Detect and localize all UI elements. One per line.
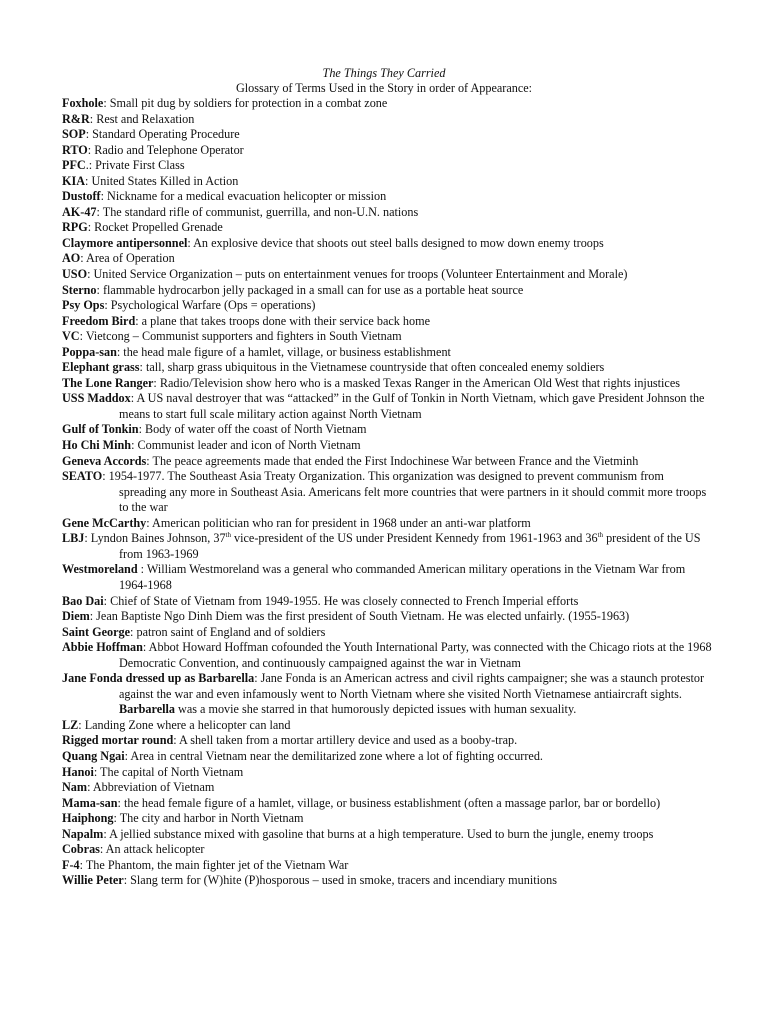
glossary-entry — [62, 733, 712, 749]
glossary-entry — [62, 174, 712, 190]
glossary-entry — [62, 609, 712, 625]
glossary-entry — [62, 765, 712, 781]
glossary-entry — [62, 625, 712, 641]
document-title: The Things They Carried — [322, 66, 446, 80]
glossary-entry — [62, 827, 712, 843]
glossary-definition: : the head female figure of a hamlet, village, or business establishment (often a massage parlor, bar or bordello) — [117, 795, 661, 810]
glossary-definition: : Landing Zone where a helicopter can land — [78, 717, 291, 732]
glossary-term: AO — [62, 251, 81, 266]
glossary-entry — [62, 376, 712, 392]
glossary-definition: : a plane that takes troops done with their service back home — [135, 313, 431, 328]
glossary-entry — [62, 531, 712, 562]
glossary-term: Freedom Bird — [62, 313, 136, 328]
glossary-term: Geneva Accords — [62, 453, 147, 468]
glossary-definition: : A shell taken from a mortar artillery device and used as a booby-trap. — [173, 733, 518, 748]
glossary-entry — [62, 345, 712, 361]
glossary-term: Poppa-san — [62, 344, 117, 359]
glossary-term: Westmoreland — [62, 562, 138, 577]
glossary-term: PFC — [62, 158, 86, 173]
glossary-term: The Lone Ranger — [62, 375, 154, 390]
glossary-entry — [62, 780, 712, 796]
glossary-entry — [62, 422, 712, 438]
glossary-term: Diem — [62, 609, 90, 624]
glossary-entry — [62, 158, 712, 174]
glossary-definition-cont: president of the US from 1963-1969 — [119, 531, 701, 561]
glossary-definition: : Area in central Vietnam near the demilitarized zone where a lot of fighting occurred. — [124, 748, 543, 763]
glossary-definition: : The city and harbor in North Vietnam — [113, 811, 304, 826]
glossary-entry — [62, 205, 712, 221]
glossary-term: RPG — [62, 220, 88, 235]
glossary-definition: : An attack helicopter — [99, 842, 205, 857]
glossary-term: Gulf of Tonkin — [62, 422, 139, 437]
glossary-entry — [62, 858, 712, 874]
glossary-definition: .: Private First Class — [85, 158, 185, 173]
glossary-definition: : United States Killed in Action — [85, 173, 239, 188]
glossary-term: SOP — [62, 127, 86, 142]
glossary-term: USS Maddox — [62, 391, 131, 406]
glossary-entry — [62, 189, 712, 205]
glossary-entry — [62, 220, 712, 236]
glossary-term: Abbie Hoffman — [62, 640, 143, 655]
glossary-definition: : A US naval destroyer that was “attacked” in the Gulf of Tonkin in North Vietnam, which gave President Johnson the means to start full scale military action against North Vietnam — [119, 391, 705, 421]
glossary-entry — [62, 811, 712, 827]
glossary-definition: : United Service Organization – puts on entertainment venues for troops (Volunteer Entertainment and Morale) — [87, 267, 628, 282]
glossary-definition: : A jellied substance mixed with gasoline that burns at a high temperature. Used to burn the jungle, enemy troops — [103, 826, 654, 841]
glossary-definition: : tall, sharp grass ubiquitous in the Vietnamese countryside that often concealed enemy soldiers — [139, 360, 605, 375]
glossary-definition: : Vietcong – Communist supporters and fighters in South Vietnam — [79, 329, 402, 344]
glossary-definition: : The peace agreements made that ended the First Indochinese War between France and the Vietminh — [146, 453, 639, 468]
glossary-term-inline: Barbarella — [119, 702, 175, 717]
glossary-term: Bao Dai — [62, 593, 104, 608]
glossary-definition: : Radio/Television show hero who is a masked Texas Ranger in the American Old West that rights injustices — [153, 375, 680, 390]
glossary-term: Nam — [62, 780, 88, 795]
glossary-definition: : American politician who ran for president in 1968 under an anti-war platform — [146, 515, 531, 530]
glossary-definition: : Rest and Relaxation — [89, 111, 195, 126]
glossary-term: Quang Ngai — [62, 748, 125, 763]
glossary-term: Hanoi — [62, 764, 94, 779]
glossary-definition: : The standard rifle of communist, guerrilla, and non-U.N. nations — [96, 204, 419, 219]
glossary-term: Jane Fonda dressed up as Barbarella — [62, 671, 255, 686]
ordinal-suffix: th — [597, 531, 604, 540]
glossary-term: Elephant grass — [62, 360, 140, 375]
glossary-definition: : patron saint of England and of soldiers — [130, 624, 326, 639]
glossary-entry — [62, 454, 712, 470]
glossary-term: Ho Chi Minh — [62, 438, 132, 453]
glossary-definition: : Slang term for (W)hite (P)hosporous – used in smoke, tracers and incendiary munitions — [123, 873, 557, 888]
glossary-term: LZ — [62, 717, 79, 732]
glossary-definition: : Jane Fonda is an American actress and civil rights campaigner; she was a staunch protestor against the war and even infamously went to North Vietnam where she visited North Vietnamese antiaircraft sights. — [119, 671, 705, 701]
glossary-term: R&R — [62, 111, 90, 126]
glossary-definition: : Jean Baptiste Ngo Dinh Diem was the first president of South Vietnam. He was elected unfairly. (1955-1963) — [89, 609, 630, 624]
glossary-definition: : William Westmoreland was a general who commanded American military operations in the Vietnam War from 1964-1968 — [119, 562, 686, 592]
glossary-definition: : Lyndon Baines Johnson, 37 — [84, 531, 226, 546]
glossary-term: Claymore antipersonnel — [62, 235, 188, 250]
glossary-term: Foxhole — [62, 96, 104, 110]
glossary-definition: : Psychological Warfare (Ops = operations) — [104, 298, 316, 313]
ordinal-suffix: th — [225, 531, 231, 540]
glossary-entry — [62, 842, 712, 858]
glossary-entry — [62, 314, 712, 330]
glossary-term: Willie Peter — [62, 873, 124, 888]
glossary-entry — [62, 143, 712, 159]
glossary-entry — [62, 594, 712, 610]
glossary-definition: : the head male figure of a hamlet, village, or business establishment — [116, 344, 451, 359]
glossary-entry — [62, 438, 712, 454]
glossary-term: SEATO — [62, 469, 103, 484]
glossary-entry — [62, 671, 712, 718]
glossary-definition: : Rocket Propelled Grenade — [87, 220, 223, 235]
glossary-term: Mama-san — [62, 795, 118, 810]
glossary-entry — [62, 127, 712, 143]
glossary-definition: : Communist leader and icon of North Vietnam — [131, 438, 361, 453]
glossary-entry — [62, 360, 712, 376]
glossary-term: Saint George — [62, 624, 131, 639]
glossary-entry — [62, 873, 712, 889]
glossary-definition: : Abbot Howard Hoffman cofounded the Youth International Party, was connected with the Chicago riots at the 1968 Democratic Convention, and continuously campaigned against the war in Vietnam — [119, 640, 712, 670]
glossary-term: Cobras — [62, 842, 100, 857]
glossary-entry — [62, 96, 712, 112]
glossary-term: Psy Ops — [62, 298, 105, 313]
glossary-term: VC — [62, 329, 80, 344]
glossary-definition: : Radio and Telephone Operator — [87, 142, 244, 157]
glossary-entry — [62, 562, 712, 593]
glossary-term: Gene McCarthy — [62, 515, 147, 530]
glossary-definition: : The capital of North Vietnam — [93, 764, 244, 779]
glossary-term: RTO — [62, 142, 88, 157]
glossary-entry — [62, 112, 712, 128]
glossary-definition: : An explosive device that shoots out steel balls designed to mow down enemy troops — [187, 235, 604, 250]
glossary-definition: : flammable hydrocarbon jelly packaged in a small can for use as a portable heat source — [96, 282, 524, 297]
glossary-entry — [62, 329, 712, 345]
glossary-term: USO — [62, 267, 88, 282]
glossary-entry — [62, 298, 712, 314]
glossary-entry — [62, 516, 712, 532]
glossary-definition: : Abbreviation of Vietnam — [87, 780, 215, 795]
glossary-term: KIA — [62, 173, 86, 188]
glossary-definition: : 1954-1977. The Southeast Asia Treaty Organization. This organization was designed to prevent communism from spreading any more in Southeast Asia. Americans felt more countries that were partners in it should commit more troops to the war — [102, 469, 707, 515]
glossary-entry — [62, 236, 712, 252]
glossary-definition: : Standard Operating Procedure — [85, 127, 240, 142]
glossary-definition: : The Phantom, the main fighter jet of the Vietnam War — [79, 857, 349, 872]
document-subtitle: Glossary of Terms Used in the Story in order of Appearance: — [235, 81, 533, 95]
glossary-definition: : Area of Operation — [80, 251, 175, 266]
glossary-entry — [62, 283, 712, 299]
glossary-definition: : Nickname for a medical evacuation helicopter or mission — [100, 189, 387, 204]
glossary-term: AK-47 — [62, 204, 97, 219]
glossary-term: Haiphong — [62, 811, 114, 826]
glossary-entry — [62, 749, 712, 765]
glossary-list — [62, 96, 712, 889]
glossary-definition: : Small pit dug by soldiers for protection in a combat zone — [103, 96, 388, 110]
glossary-term: Dustoff — [62, 189, 101, 204]
glossary-entry — [62, 796, 712, 812]
glossary-entry — [62, 267, 712, 283]
glossary-definition-cont: vice-president of the US under President Kennedy from 1961-1963 and 36 — [231, 531, 598, 546]
glossary-term: Rigged mortar round — [62, 733, 174, 748]
glossary-term: Sterno — [62, 282, 97, 297]
glossary-definition-cont: was a movie she starred in that humorously depicted issues with human sexuality. — [174, 702, 577, 717]
glossary-entry — [62, 718, 712, 734]
glossary-entry — [62, 640, 712, 671]
glossary-term: Napalm — [62, 826, 104, 841]
glossary-entry — [62, 469, 712, 516]
glossary-definition: : Chief of State of Vietnam from 1949-1955. He was closely connected to French Imperial efforts — [103, 593, 579, 608]
glossary-definition: : Body of water off the coast of North Vietnam — [138, 422, 367, 437]
glossary-term: F-4 — [62, 857, 80, 872]
glossary-entry — [62, 251, 712, 267]
glossary-entry — [62, 391, 712, 422]
glossary-term: LBJ — [62, 531, 85, 546]
